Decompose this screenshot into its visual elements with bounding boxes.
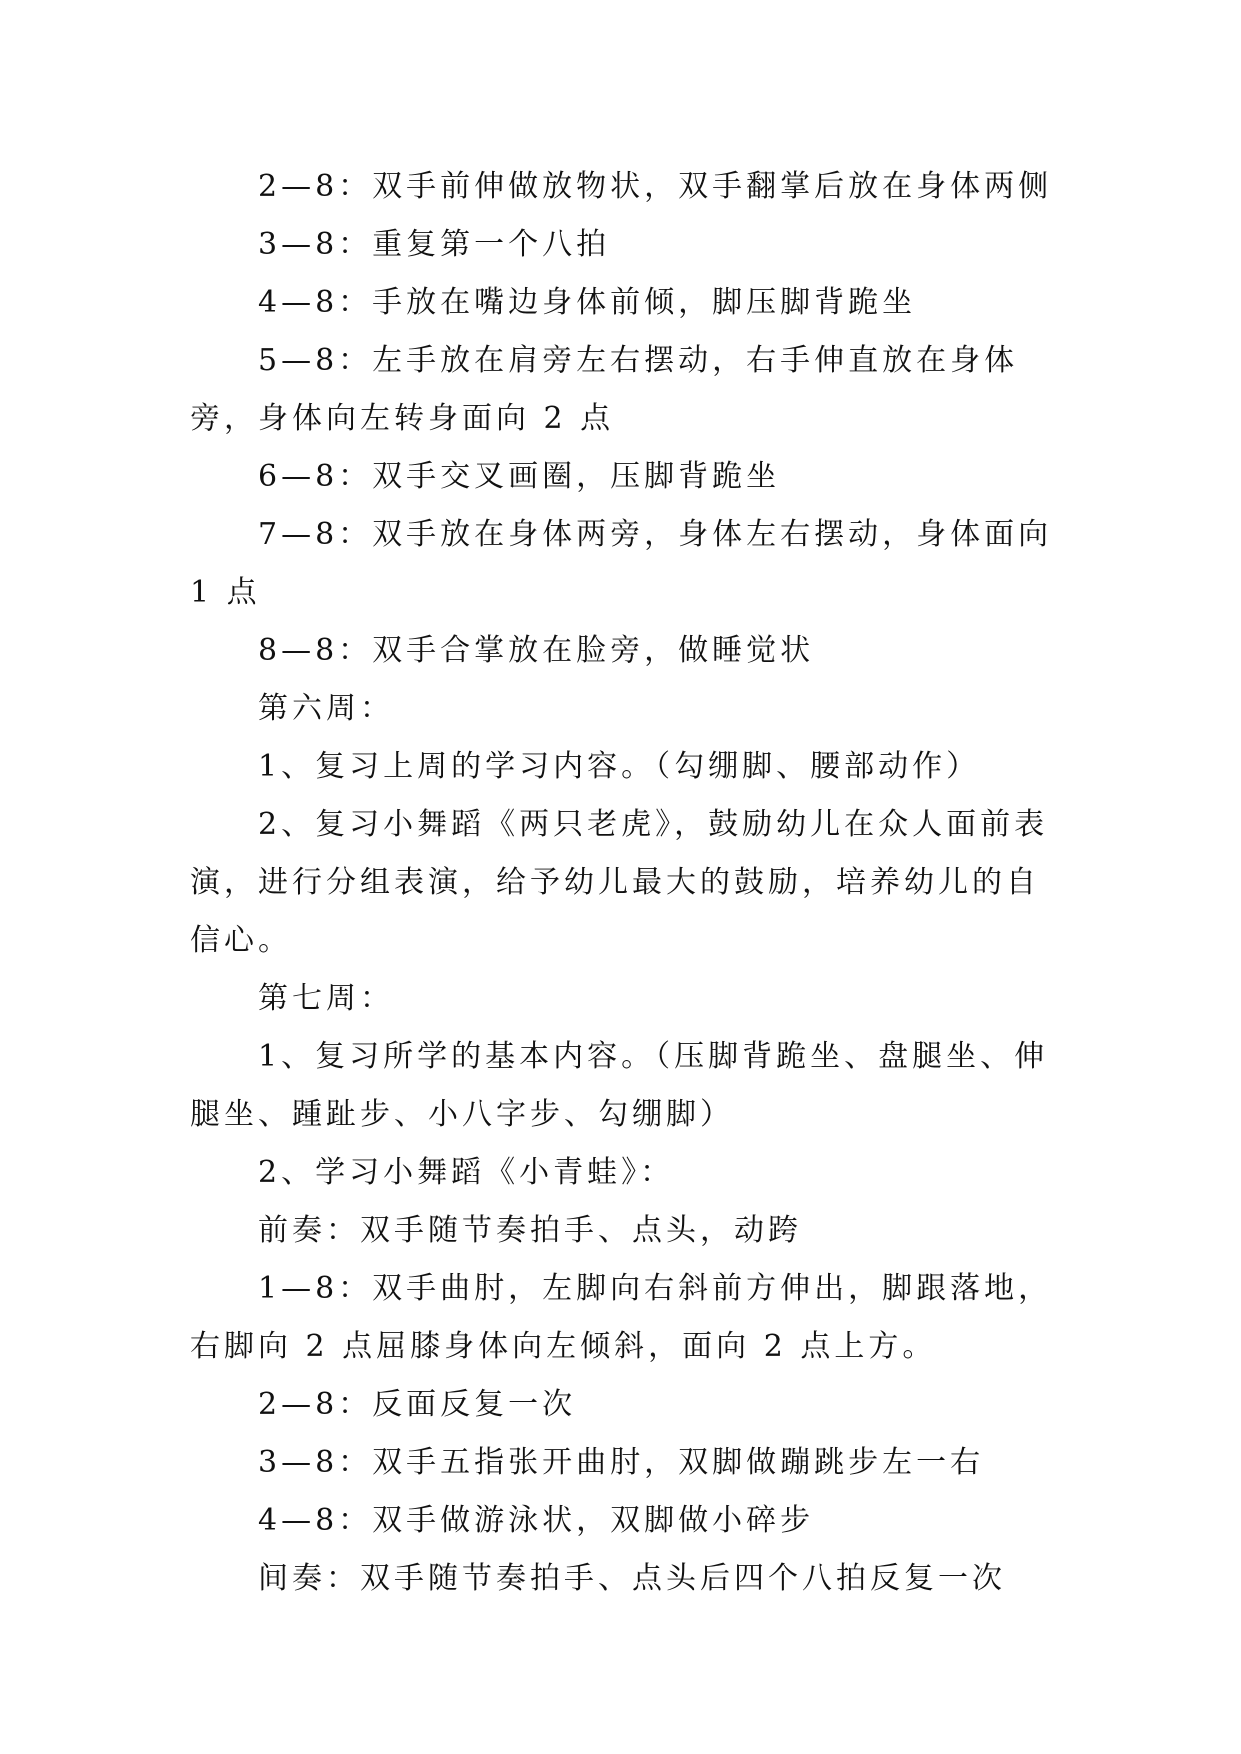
paragraph: 前奏：双手随节奏拍手、点头，动跨 xyxy=(258,1213,802,1248)
paragraph: 1、复习所学的基本内容。（压脚背跪坐、盘腿坐、伸腿坐、踵趾步、小八字步、勾绷脚） xyxy=(190,1039,1049,1132)
paragraph: 8—8：双手合掌放在脸旁，做睡觉状 xyxy=(258,633,815,668)
paragraph: 6—8：双手交叉画圈，压脚背跪坐 xyxy=(258,459,781,494)
paragraph: 3—8：重复第一个八拍 xyxy=(258,227,611,262)
paragraph: 7—8：双手放在身体两旁，身体左右摆动，身体面向 1 点 xyxy=(190,517,1053,610)
paragraph: 1—8：双手曲肘，左脚向右斜前方伸出，脚跟落地，右脚向 2 点屈膝身体向左倾斜，面向 2 点上方。 xyxy=(190,1271,1053,1364)
document-page xyxy=(190,158,1070,1608)
section-heading: 第六周： xyxy=(258,691,394,726)
section-heading: 第七周： xyxy=(258,981,394,1016)
paragraph: 3—8：双手五指张开曲肘，双脚做蹦跳步左一右 xyxy=(258,1445,985,1480)
paragraph: 1、复习上周的学习内容。（勾绷脚、腰部动作） xyxy=(258,749,981,784)
paragraph: 2—8：反面反复一次 xyxy=(258,1387,577,1422)
paragraph: 4—8：双手做游泳状，双脚做小碎步 xyxy=(258,1503,815,1538)
paragraph: 间奏：双手随节奏拍手、点头后四个八拍反复一次 xyxy=(258,1561,1006,1596)
paragraph: 2—8：双手前伸做放物状，双手翻掌后放在身体两侧 xyxy=(258,169,1053,204)
paragraph: 5—8：左手放在肩旁左右摆动，右手伸直放在身体旁，身体向左转身面向 2 点 xyxy=(190,343,1019,436)
paragraph: 2、复习小舞蹈《两只老虎》，鼓励幼儿在众人面前表演，进行分组表演，给予幼儿最大的鼓励，培养幼儿的自信心。 xyxy=(190,807,1049,958)
paragraph: 2、学习小舞蹈《小青蛙》： xyxy=(258,1155,675,1190)
paragraph: 4—8：手放在嘴边身体前倾，脚压脚背跪坐 xyxy=(258,285,917,320)
